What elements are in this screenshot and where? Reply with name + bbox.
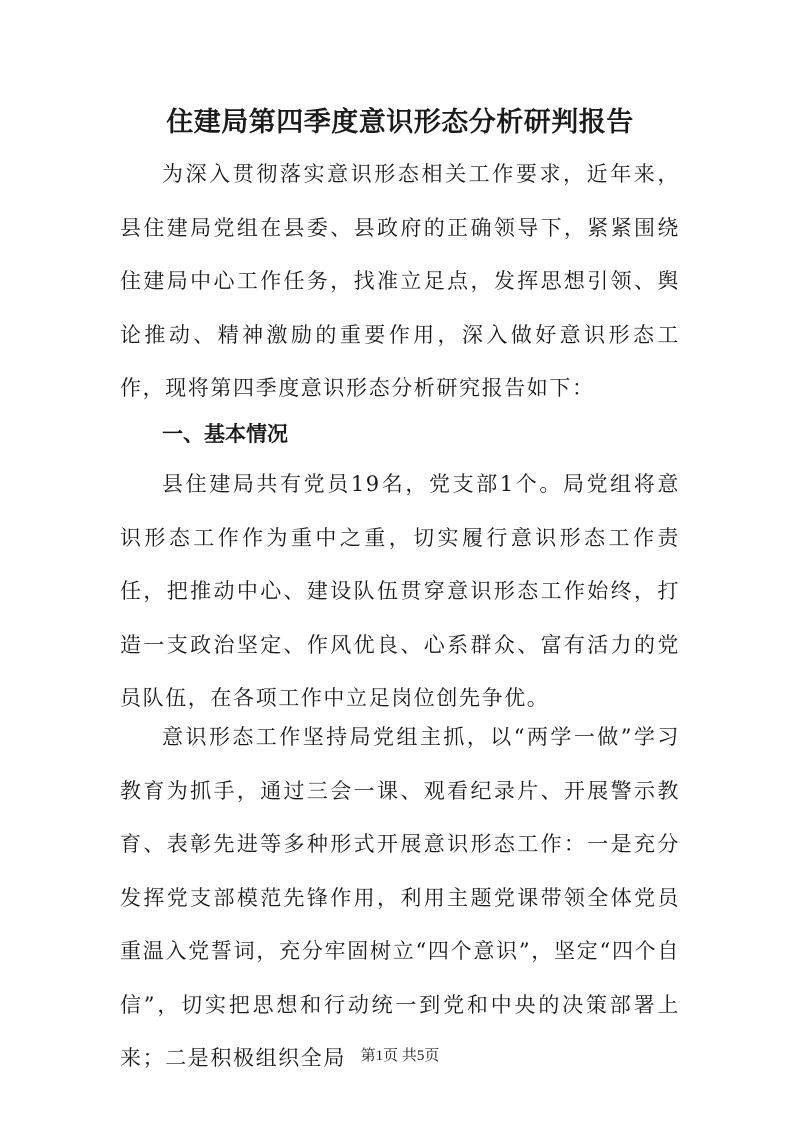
body-paragraph-2: 意识形态工作坚持局党组主抓，以“两学一做”学习教育为抓手，通过三会一课、观看纪录片、开展警示教育、表彰先进等多种形式开展意识形态工作：一是充分发挥党支部模范先锋作用，利用主题党课带领全体党员重温入党誓词，充分牢固树立“四个意识”，坚定“四个自信”，切实把思想和行动统一到党和中央的决策部署上来；二是积极组织全局 [120,725,680,1070]
document-title: 住建局第四季度意识形态分析研判报告 [166,107,634,138]
page-footer: 第1页 共5页 [360,1048,440,1064]
intro-paragraph: 为深入贯彻落实意识形态相关工作要求，近年来，县住建局党组在县委、县政府的正确领导下，紧紧围绕住建局中心工作任务，找准立足点，发挥思想引领、舆论推动、精神激励的重要作用，深入做好意识形态工作，现将第四季度意识形态分析研究报告如下： [120,162,680,400]
body-paragraph-1: 县住建局共有党员19名，党支部1个。局党组将意识形态工作作为重中之重，切实履行意识形态工作责任，把推动中心、建设队伍贯穿意识形态工作始终，打造一支政治坚定、作风优良、心系群众、富有活力的党员队伍，在各项工作中立足岗位创先争优。 [120,472,680,710]
section-heading: 一、基本情况 [162,422,288,446]
